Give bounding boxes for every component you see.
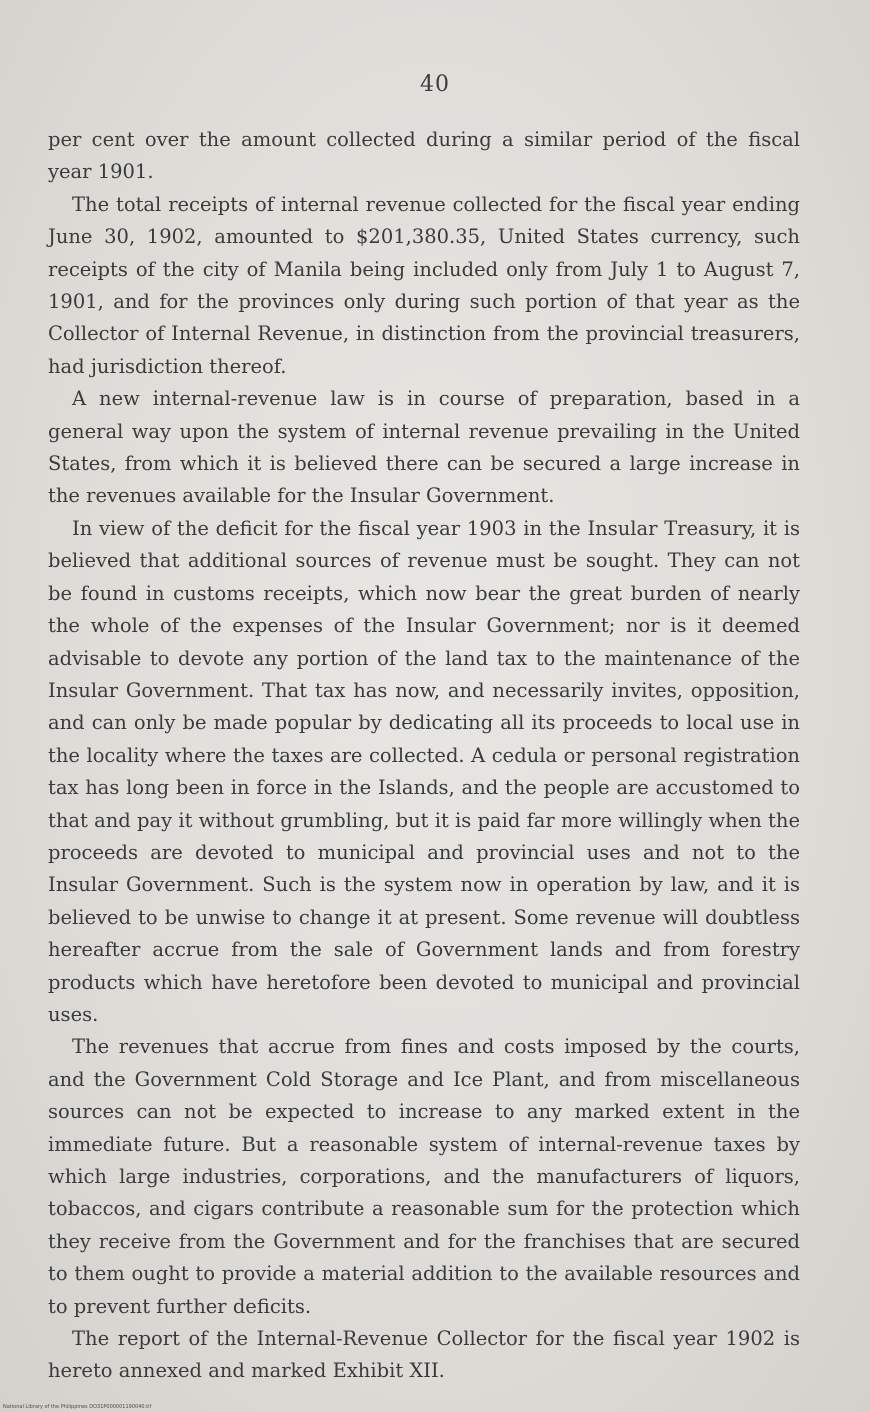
paragraph-revenues: The revenues that accrue from fines and costs imposed by the courts, and the Government Cold Storage and Ice Plant, and from miscellaneous sources can not be expected to increase to any marked extent in the immediate future. But a reasonable system of internal-revenue taxes by which large industries, corporations, and the manufacturers of liquors, tobaccos, and cigars contribute a reasonable sum for the protection which they receive from the Government and for the franchises that are secured to them ought to provide a material addition to the available resources and to prevent further deficits. bbox=[48, 1035, 800, 1318]
paragraph-total-receipts: The total receipts of internal revenue collected for the fiscal year ending June 30, 1902, amounted to $201,380.35, United States currency, such receipts of the city of Manila being included only from July 1 to August 7, 1901, and for the provinces only during such portion of that year as the Collector of Internal Revenue, in distinction from the provincial treasurers, had jurisdiction thereof. bbox=[48, 192, 800, 378]
body-text bbox=[48, 124, 800, 1388]
paragraph-continuation: per cent over the amount collected during a similar period of the fiscal year 1901. bbox=[48, 128, 800, 184]
page-number: 40 bbox=[420, 72, 450, 97]
paragraph-deficit: In view of the deficit for the fiscal year 1903 in the Insular Treasury, it is believed that additional sources of revenue must be sought. They can not be found in customs receipts, which now bear the great burden of nearly the whole of the expenses of the Insular Government; nor is it deemed advisable to devote any portion of the land tax to the maintenance of the Insular Government. That tax has now, and necessarily invites, opposition, and can only be made popular by dedicating all its proceeds to local use in the locality where the taxes are collected. A cedula or personal registration tax has long been in force in the Islands, and the people are accustomed to that and pay it without grumbling, but it is paid far more willingly when the proceeds are devoted to municipal and provincial uses and not to the Insular Government. Such is the system now in operation by law, and it is believed to be unwise to change it at present. Some revenue will doubtless hereafter accrue from the sale of Government lands and from forestry products which have heretofore been devoted to municipal and provincial uses. bbox=[48, 516, 800, 1026]
paragraph-report: The report of the Internal-Revenue Collector for the fiscal year 1902 is hereto annexed and marked Exhibit XII. bbox=[48, 1327, 800, 1383]
paragraph-new-law: A new internal-revenue law is in course of preparation, based in a general way upon the system of internal revenue prevailing in the United States, from which it is believed there can be secured a large increase in the revenues available for the Insular Government. bbox=[48, 387, 800, 508]
scan-credit: National Library of the Philippines DO31P000001190040.tif bbox=[3, 1404, 152, 1410]
